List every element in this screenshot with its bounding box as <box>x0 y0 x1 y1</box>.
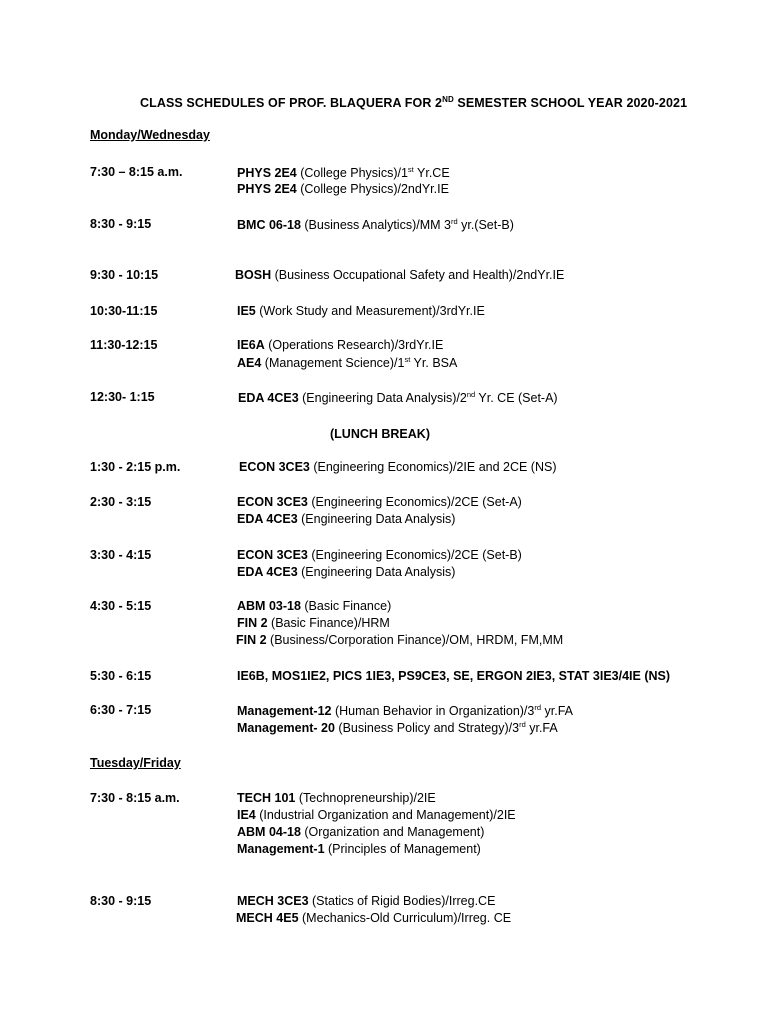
schedule-line: IE6B, MOS1IE2, PICS 1IE3, PS9CE3, SE, ERGON 2IE3, STAT 3IE3/4IE (NS) <box>237 669 671 683</box>
time-slot: 7:30 – 8:15 a.m. <box>90 165 183 179</box>
schedule-line: ECON 3CE3 (Engineering Economics)/2IE and 2CE (NS) <box>239 460 557 474</box>
schedule-line: ABM 04-18 (Organization and Management) <box>237 825 485 839</box>
time-slot: 5:30 - 6:15 <box>90 669 152 683</box>
schedule-line: TECH 101 (Technopreneurship)/2IE <box>237 791 436 805</box>
time-slot: 2:30 - 3:15 <box>90 495 152 509</box>
schedule-line: BMC 06-18 (Business Analytics)/MM 3rd yr.(Set-B) <box>237 217 514 232</box>
time-slot: 9:30 - 10:15 <box>90 268 159 282</box>
schedule-line: EDA 4CE3 (Engineering Data Analysis)/2nd Yr. CE (Set-A) <box>238 390 558 405</box>
time-slot: 3:30 - 4:15 <box>90 548 152 562</box>
time-slot: 6:30 - 7:15 <box>90 703 152 717</box>
schedule-line: BOSH (Business Occupational Safety and Health)/2ndYr.IE <box>235 268 565 282</box>
schedule-line: EDA 4CE3 (Engineering Data Analysis) <box>237 565 456 579</box>
time-slot: 1:30 - 2:15 p.m. <box>90 460 181 474</box>
title-superscript: ND <box>442 95 454 104</box>
schedule-line: MECH 4E5 (Mechanics-Old Curriculum)/Irreg. CE <box>236 911 512 925</box>
schedule-line: FIN 2 (Business/Corporation Finance)/OM, HRDM, FM,MM <box>236 633 564 647</box>
schedule-line: MECH 3CE3 (Statics of Rigid Bodies)/Irreg.CE <box>237 894 496 908</box>
schedule-line: IE5 (Work Study and Measurement)/3rdYr.IE <box>237 304 485 318</box>
schedule-line: IE6A (Operations Research)/3rdYr.IE <box>237 338 444 352</box>
time-slot: 8:30 - 9:15 <box>90 217 152 231</box>
time-slot: 11:30-12:15 <box>90 338 158 352</box>
schedule-line: PHYS 2E4 (College Physics)/2ndYr.IE <box>237 182 449 196</box>
schedule-line: Management- 20 (Business Policy and Strategy)/3rd yr.FA <box>237 720 558 735</box>
time-slot: 4:30 - 5:15 <box>90 599 152 613</box>
time-slot: 7:30 - 8:15 a.m. <box>90 791 180 805</box>
schedule-line: ECON 3CE3 (Engineering Economics)/2CE (Set-A) <box>237 495 522 509</box>
page-title <box>140 95 687 110</box>
schedule-line: ECON 3CE3 (Engineering Economics)/2CE (Set-B) <box>237 548 522 562</box>
section-heading-monday-wednesday: Monday/Wednesday <box>90 128 210 142</box>
schedule-line: IE4 (Industrial Organization and Management)/2IE <box>237 808 516 822</box>
schedule-line: PHYS 2E4 (College Physics)/1st Yr.CE <box>237 165 450 180</box>
schedule-line: FIN 2 (Basic Finance)/HRM <box>237 616 390 630</box>
schedule-line: Management-1 (Principles of Management) <box>237 842 481 856</box>
time-slot: 8:30 - 9:15 <box>90 894 152 908</box>
time-slot: 12:30- 1:15 <box>90 390 155 404</box>
title-rest: SEMESTER SCHOOL YEAR 2020-2021 <box>453 96 688 110</box>
schedule-line: EDA 4CE3 (Engineering Data Analysis) <box>237 512 456 526</box>
title-main: CLASS SCHEDULES OF PROF. BLAQUERA FOR 2 <box>140 96 443 110</box>
schedule-line: Management-12 (Human Behavior in Organization)/3rd yr.FA <box>237 703 573 718</box>
time-slot: 10:30-11:15 <box>90 304 158 318</box>
schedule-line: ABM 03-18 (Basic Finance) <box>237 599 392 613</box>
section-heading-tuesday-friday: Tuesday/Friday <box>90 756 181 770</box>
lunch-break-label: (LUNCH BREAK) <box>330 427 430 441</box>
schedule-line: AE4 (Management Science)/1st Yr. BSA <box>237 355 458 370</box>
